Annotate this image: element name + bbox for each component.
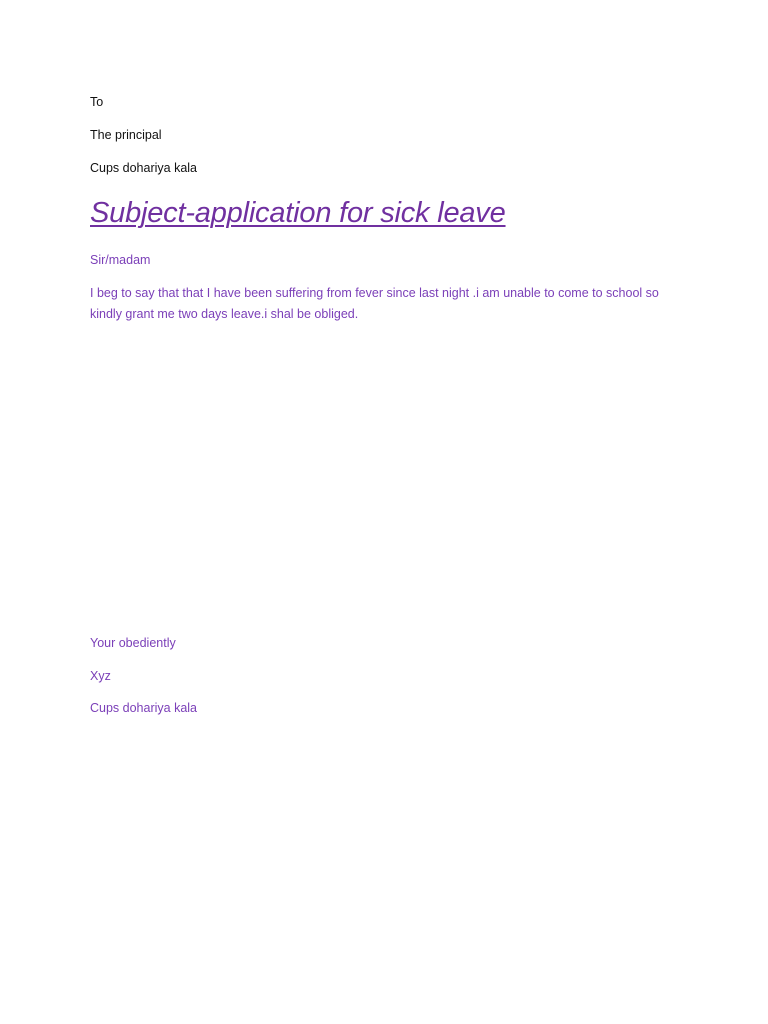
recipient-school-line: Cups dohariya kala bbox=[90, 161, 198, 175]
sender-school-line: Cups dohariya kala bbox=[90, 701, 198, 715]
subject-heading: Subject-application for sick leave bbox=[90, 197, 506, 229]
sender-name-line: Xyz bbox=[90, 669, 111, 683]
letter-body-paragraph: I beg to say that that I have been suffering from fever since last night .i am unable to come to school so kindly grant me two days leave.i shal be obliged. bbox=[90, 286, 659, 321]
salutation-line: Sir/madam bbox=[90, 253, 151, 267]
recipient-line: The principal bbox=[90, 128, 162, 142]
to-line: To bbox=[90, 95, 104, 109]
closing-line: Your obediently bbox=[90, 636, 176, 650]
